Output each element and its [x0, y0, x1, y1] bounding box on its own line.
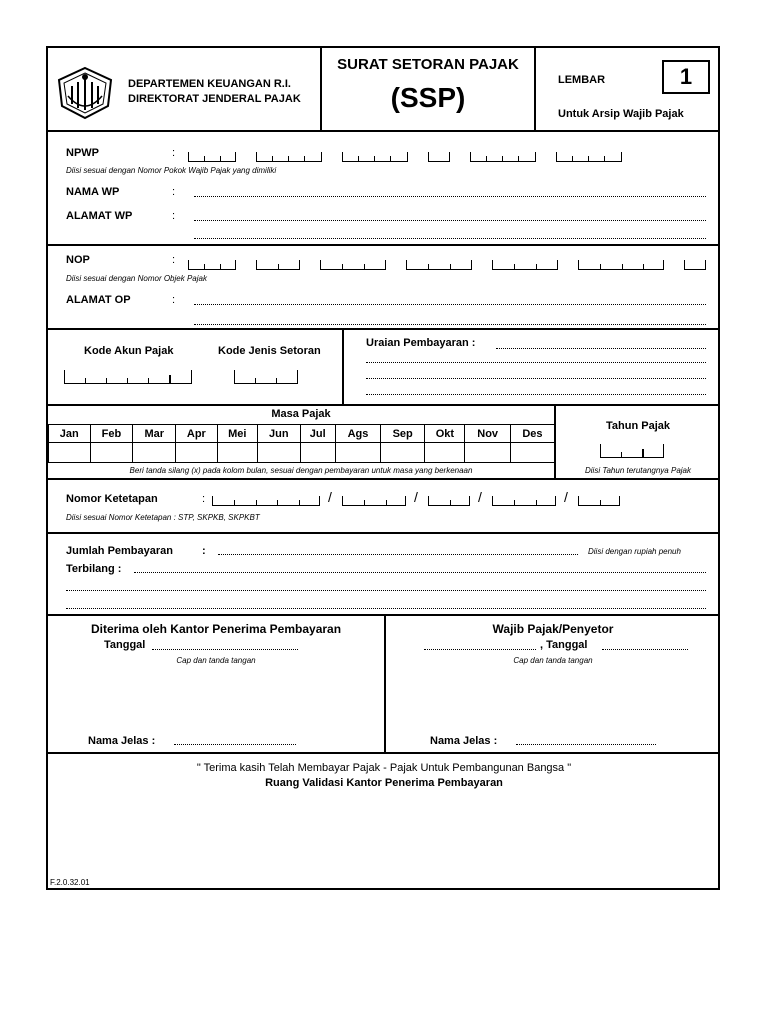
masa-pajak-table [48, 424, 555, 463]
divider [48, 130, 718, 132]
colon: : [172, 294, 176, 306]
dept-name: DEPARTEMEN KEUANGAN R.I. [128, 78, 291, 90]
nama-wp-label: NAMA WP [66, 186, 120, 198]
month-check-cell[interactable] [90, 443, 133, 463]
divider [48, 404, 718, 406]
thank-you-quote: " Terima kasih Telah Membayar Pajak - Pajak Untuk Pembangunan Bangsa " [196, 762, 572, 774]
terbilang-field[interactable] [134, 572, 706, 573]
lembar-number: 1 [662, 60, 710, 94]
colon: : [202, 545, 206, 557]
ketetapan-digit-box[interactable] [342, 496, 406, 506]
uraian-field-line3[interactable] [366, 378, 706, 379]
month-check-cell[interactable] [176, 443, 218, 463]
month-check-cell[interactable] [300, 443, 335, 463]
ketetapan-digit-box[interactable] [492, 496, 556, 506]
nop-label: NOP [66, 254, 90, 266]
month-header: Mei [217, 425, 257, 443]
npwp-digit-box[interactable] [342, 152, 408, 162]
alamat-wp-field[interactable] [194, 220, 706, 221]
penerima-nama-field[interactable] [174, 744, 296, 745]
tahun-pajak-label: Tahun Pajak [606, 420, 670, 432]
divider [534, 48, 536, 132]
month-header: Nov [465, 425, 510, 443]
jumlah-pembayaran-label: Jumlah Pembayaran [66, 545, 173, 557]
separator-slash: / [478, 489, 482, 505]
npwp-digit-box[interactable] [428, 152, 450, 162]
kode-jenis-box[interactable] [234, 370, 298, 384]
nop-digit-box[interactable] [320, 260, 386, 270]
ketetapan-digit-box[interactable] [428, 496, 470, 506]
month-header: Des [510, 425, 554, 443]
month-check-cell[interactable] [133, 443, 176, 463]
month-check-cell[interactable] [49, 443, 91, 463]
wajib-pajak-tanggal-field[interactable] [602, 649, 688, 650]
nop-note: Diisi sesuai dengan Nomor Objek Pajak [66, 274, 207, 283]
wajib-pajak-tanggal-label: , Tanggal [540, 639, 588, 651]
kode-akun-box[interactable] [64, 370, 192, 384]
penerima-nama-label: Nama Jelas : [88, 735, 156, 747]
alamat-op-field-line2[interactable] [194, 324, 706, 325]
month-header: Mar [133, 425, 176, 443]
colon: : [172, 210, 176, 222]
nop-digit-box[interactable] [492, 260, 558, 270]
divider [48, 244, 718, 246]
wajib-pajak-title: Wajib Pajak/Penyetor [492, 622, 614, 636]
wajib-pajak-nama-label: Nama Jelas : [430, 735, 498, 747]
nop-digit-box[interactable] [256, 260, 300, 270]
npwp-digit-box[interactable] [556, 152, 622, 162]
colon: : [172, 186, 176, 198]
nama-wp-field[interactable] [194, 196, 706, 197]
wajib-pajak-tempat-field[interactable] [424, 649, 536, 650]
validasi-label: Ruang Validasi Kantor Penerima Pembayaran [265, 777, 503, 789]
month-check-cell[interactable] [425, 443, 465, 463]
form-title: SURAT SETORAN PAJAK [337, 56, 519, 73]
lembar-desc: Untuk Arsip Wajib Pajak [558, 108, 684, 120]
uraian-field-line4[interactable] [366, 394, 706, 395]
wajib-pajak-nama-field[interactable] [516, 744, 656, 745]
nop-digit-box[interactable] [188, 260, 236, 270]
colon: : [172, 254, 176, 266]
month-check-cell[interactable] [510, 443, 554, 463]
npwp-digit-box[interactable] [470, 152, 536, 162]
nop-digit-box[interactable] [684, 260, 706, 270]
month-check-cell[interactable] [257, 443, 300, 463]
uraian-label: Uraian Pembayaran : [366, 337, 476, 349]
month-check-cell[interactable] [335, 443, 380, 463]
lembar-label: LEMBAR [558, 74, 606, 86]
alamat-wp-label: ALAMAT WP [66, 210, 133, 222]
uraian-field[interactable] [496, 348, 706, 349]
colon: : [202, 493, 206, 505]
month-check-cell[interactable] [381, 443, 425, 463]
ketetapan-digit-box[interactable] [212, 496, 320, 506]
month-check-cell[interactable] [465, 443, 510, 463]
terbilang-label: Terbilang : [66, 563, 122, 575]
npwp-digit-box[interactable] [188, 152, 236, 162]
separator-slash: / [328, 489, 332, 505]
divider [342, 330, 344, 406]
divider [384, 616, 386, 754]
uraian-field-line2[interactable] [366, 362, 706, 363]
month-header: Jan [49, 425, 91, 443]
alamat-wp-field-line2[interactable] [194, 238, 706, 239]
alamat-op-label: ALAMAT OP [66, 294, 131, 306]
penerima-cap-note: Cap dan tanda tangan [176, 656, 256, 665]
npwp-digit-box[interactable] [256, 152, 322, 162]
divider [48, 478, 718, 480]
tahun-pajak-box[interactable] [600, 444, 664, 458]
terbilang-field-line3[interactable] [66, 608, 706, 609]
divider [48, 532, 718, 534]
month-header: Sep [381, 425, 425, 443]
month-header: Okt [425, 425, 465, 443]
month-header: Ags [335, 425, 380, 443]
divider [48, 328, 718, 330]
wajib-pajak-cap-note: Cap dan tanda tangan [513, 656, 593, 665]
penerima-title: Diterima oleh Kantor Penerima Pembayaran [90, 622, 342, 636]
ssp-form [46, 46, 720, 890]
garuda-emblem-icon [54, 66, 116, 120]
directorate-name: DIREKTORAT JENDERAL PAJAK [128, 93, 301, 105]
penerima-tanggal-field[interactable] [152, 649, 298, 650]
nomor-ketetapan-label: Nomor Ketetapan [66, 493, 158, 505]
alamat-op-field[interactable] [194, 304, 706, 305]
month-check-cell[interactable] [217, 443, 257, 463]
masa-pajak-note: Beri tanda silang (x) pada kolom bulan, sesuai dengan pembayaran untuk masa yang berkenaan [129, 466, 473, 475]
npwp-note: Diisi sesuai dengan Nomor Pokok Wajib Pajak yang dimiliki [66, 166, 277, 175]
colon: : [172, 147, 176, 159]
nomor-ketetapan-note: Diisi sesuai Nomor Ketetapan : STP, SKPKB, SKPKBT [66, 513, 260, 522]
month-header: Jun [257, 425, 300, 443]
nop-digit-box[interactable] [578, 260, 664, 270]
masa-pajak-title: Masa Pajak [271, 408, 331, 420]
separator-slash: / [564, 489, 568, 505]
kode-akun-label: Kode Akun Pajak [84, 345, 174, 357]
separator-slash: / [414, 489, 418, 505]
divider [48, 614, 718, 616]
month-header: Feb [90, 425, 133, 443]
ketetapan-digit-box[interactable] [578, 496, 620, 506]
jumlah-pembayaran-field[interactable] [218, 554, 578, 555]
jumlah-pembayaran-note: Diisi dengan rupiah penuh [588, 547, 681, 556]
divider [48, 752, 718, 754]
kode-jenis-label: Kode Jenis Setoran [218, 345, 321, 357]
terbilang-field-line2[interactable] [66, 590, 706, 591]
form-abbrev: (SSP) [390, 82, 466, 113]
form-code: F.2.0.32.01 [50, 878, 90, 887]
npwp-label: NPWP [66, 147, 99, 159]
penerima-tanggal-label: Tanggal [104, 639, 146, 651]
month-header: Apr [176, 425, 218, 443]
tahun-pajak-note: Diisi Tahun terutangnya Pajak [585, 466, 691, 475]
nop-digit-box[interactable] [406, 260, 472, 270]
month-header: Jul [300, 425, 335, 443]
